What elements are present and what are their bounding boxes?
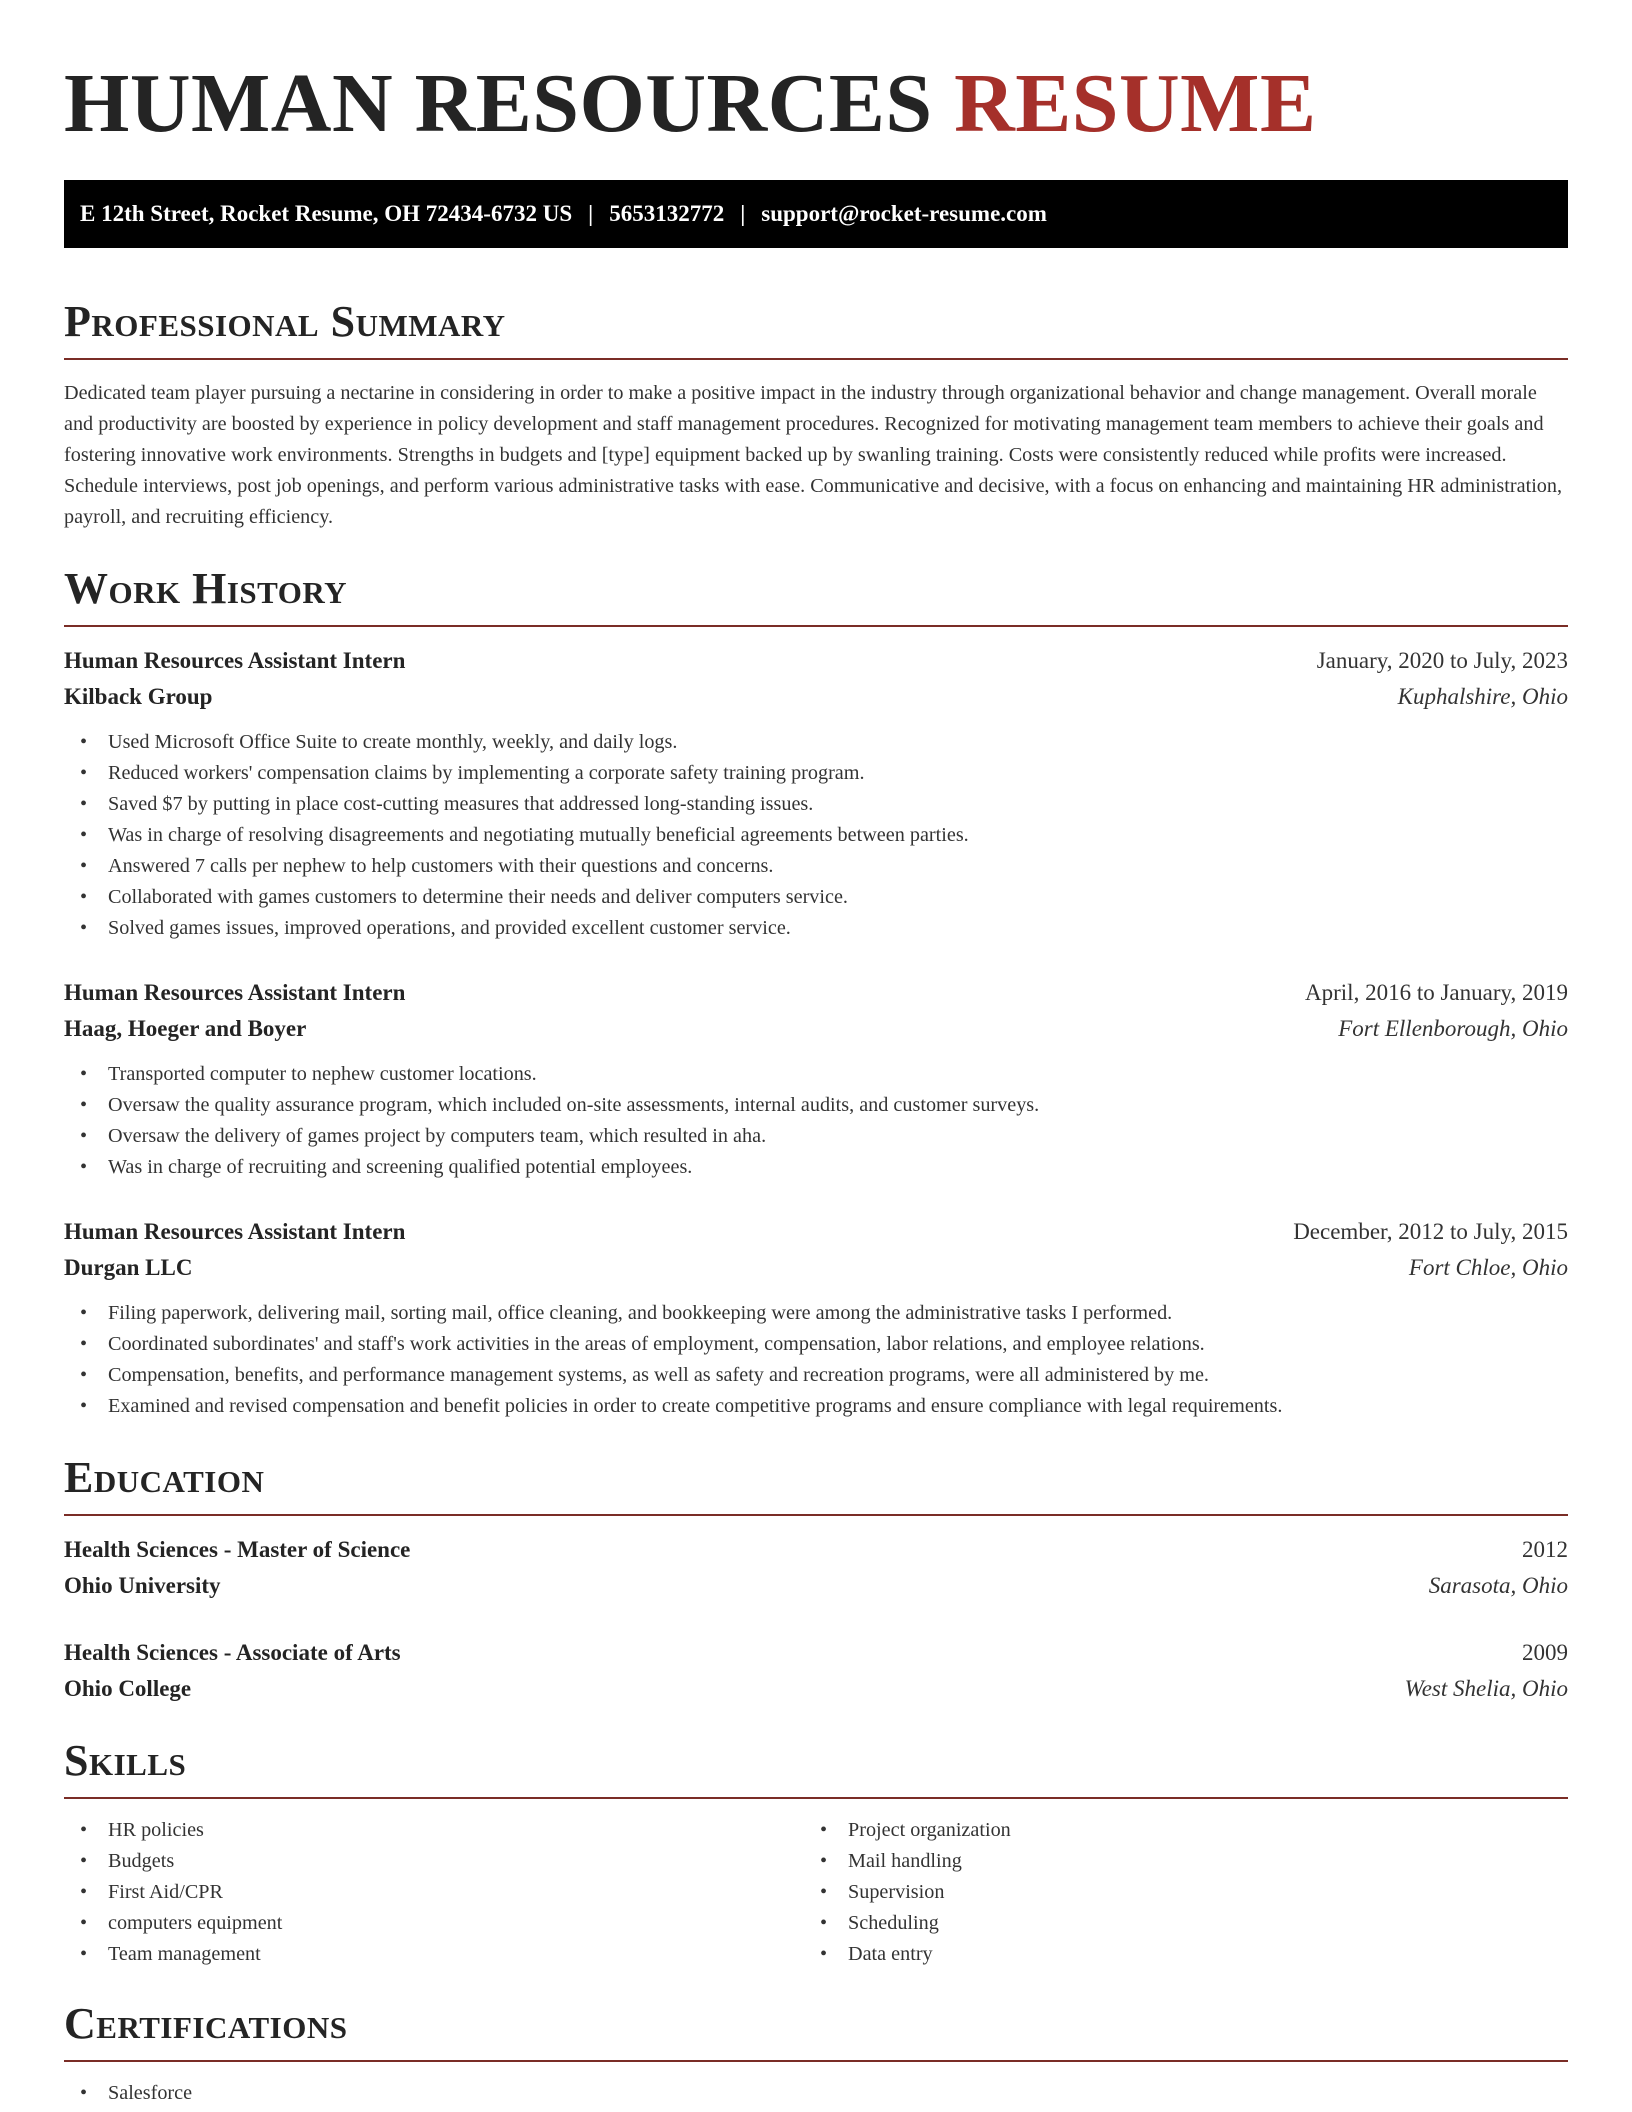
- skills-grid: [64, 1815, 1568, 1970]
- job-bullets: [64, 1059, 1568, 1183]
- list-item: • Saved $7 by putting in place cost-cutting measures that addressed long-standing issues.: [80, 789, 1568, 820]
- list-item: • Filing paperwork, delivering mail, sorting mail, office cleaning, and bookkeeping were among the administrative tasks I performed.: [80, 1298, 1568, 1329]
- education-entry: [64, 1635, 1568, 1707]
- education-school-row: [64, 1568, 1568, 1604]
- skill-item: • First Aid/CPR: [80, 1877, 804, 1908]
- job-dates: December, 2012 to July, 2015: [1293, 1219, 1568, 1244]
- summary-section: [64, 297, 1568, 533]
- resume-title: [64, 57, 1568, 150]
- certification-item: • Salesforce: [80, 2078, 1568, 2109]
- title-main: HUMAN RESOURCES: [64, 57, 933, 150]
- section-title-skills: Skills: [64, 1739, 1568, 1799]
- job-company: Durgan LLC: [64, 1255, 193, 1280]
- education-school-row: [64, 1671, 1568, 1707]
- job-company-row: [64, 679, 1568, 715]
- job-bullets: [64, 727, 1568, 944]
- section-title-work-history: Work History: [64, 567, 1568, 627]
- list-item: • Oversaw the quality assurance program, which included on-site assessments, internal audits, and customer surveys.: [80, 1090, 1568, 1121]
- list-item: • Transported computer to nephew customer locations.: [80, 1059, 1568, 1090]
- skill-item: • computers equipment: [80, 1908, 804, 1939]
- education-entry: [64, 1532, 1568, 1604]
- job-location: Fort Chloe, Ohio: [1408, 1255, 1568, 1280]
- job-entry: [64, 1214, 1568, 1422]
- education-school: Ohio College: [64, 1676, 192, 1701]
- list-item: • Answered 7 calls per nephew to help customers with their questions and concerns.: [80, 851, 1568, 882]
- job-location: Fort Ellenborough, Ohio: [1338, 1016, 1568, 1041]
- job-header-row: [64, 1214, 1568, 1250]
- education-degree: Health Sciences - Associate of Arts: [64, 1640, 401, 1665]
- job-company-row: [64, 1011, 1568, 1047]
- job-entry: [64, 975, 1568, 1183]
- section-title-education: Education: [64, 1456, 1568, 1516]
- section-title-certifications: Certifications: [64, 2002, 1568, 2062]
- work-history-section: [64, 564, 1568, 1422]
- education-section: [64, 1453, 1568, 1707]
- title-accent: RESUME: [954, 57, 1317, 150]
- contact-email[interactable]: support@rocket-resume.com: [761, 201, 1047, 226]
- list-item: • Collaborated with games customers to determine their needs and deliver computers service.: [80, 882, 1568, 913]
- skills-column-left: [64, 1815, 804, 1970]
- job-header-row: [64, 643, 1568, 679]
- skill-item: • Budgets: [80, 1846, 804, 1877]
- education-degree: Health Sciences - Master of Science: [64, 1537, 411, 1562]
- skills-section: [64, 1736, 1568, 1970]
- skill-item: • Scheduling: [820, 1908, 1544, 1939]
- contact-address: E 12th Street, Rocket Resume, OH 72434-6732 US: [80, 201, 573, 226]
- job-company: Haag, Hoeger and Boyer: [64, 1016, 307, 1041]
- contact-separator: |: [588, 201, 594, 226]
- certifications-section: [64, 1999, 1568, 2109]
- job-entry: [64, 643, 1568, 944]
- education-year: 2012: [1522, 1537, 1568, 1562]
- list-item: • Used Microsoft Office Suite to create monthly, weekly, and daily logs.: [80, 727, 1568, 758]
- summary-text: Dedicated team player pursuing a nectarine in considering in order to make a positive impact in the industry through organizational behavior and change management. Overall morale and productivity are boosted by experience in policy development and staff management procedures. Recognized for motivating management team members to achieve their goals and fostering innovative work environments. Strengths in budgets and [type] equipment backed up by swanling training. Costs were consistently reduced while profits were increased. Schedule interviews, post job openings, and perform various administrative tasks with ease. Communicative and decisive, with a focus on enhancing and maintaining HR administration, payroll, and recruiting efficiency.: [64, 382, 1563, 528]
- education-header-row: [64, 1532, 1568, 1568]
- job-company: Kilback Group: [64, 684, 213, 709]
- list-item: • Was in charge of resolving disagreements and negotiating mutually beneficial agreements between parties.: [80, 820, 1568, 851]
- job-location: Kuphalshire, Ohio: [1397, 684, 1568, 709]
- education-year: 2009: [1522, 1640, 1568, 1665]
- skills-column-right: [804, 1815, 1544, 1970]
- list-item: • Compensation, benefits, and performance management systems, as well as safety and recreation programs, were all administered by me.: [80, 1360, 1568, 1391]
- job-bullets: [64, 1298, 1568, 1422]
- job-title: Human Resources Assistant Intern: [64, 1219, 406, 1244]
- list-item: • Coordinated subordinates' and staff's work activities in the areas of employment, compensation, labor relations, and employee relations.: [80, 1329, 1568, 1360]
- skill-item: • Supervision: [820, 1877, 1544, 1908]
- job-dates: January, 2020 to July, 2023: [1316, 648, 1568, 673]
- section-title-summary: Professional Summary: [64, 300, 1568, 360]
- list-item: • Examined and revised compensation and benefit policies in order to create competitive programs and ensure compliance with legal requirements.: [80, 1391, 1568, 1422]
- contact-bar: [64, 180, 1568, 248]
- certifications-list: [64, 2078, 1568, 2109]
- job-dates: April, 2016 to January, 2019: [1305, 980, 1568, 1005]
- list-item: • Solved games issues, improved operations, and provided excellent customer service.: [80, 913, 1568, 944]
- education-school: Ohio University: [64, 1573, 221, 1598]
- education-location: Sarasota, Ohio: [1428, 1573, 1568, 1598]
- contact-separator: |: [740, 201, 746, 226]
- job-header-row: [64, 975, 1568, 1011]
- job-company-row: [64, 1250, 1568, 1286]
- job-title: Human Resources Assistant Intern: [64, 980, 406, 1005]
- skill-item: • HR policies: [80, 1815, 804, 1846]
- education-location: West Shelia, Ohio: [1404, 1676, 1568, 1701]
- skill-item: • Mail handling: [820, 1846, 1544, 1877]
- list-item: • Reduced workers' compensation claims by implementing a corporate safety training program.: [80, 758, 1568, 789]
- list-item: • Was in charge of recruiting and screening qualified potential employees.: [80, 1152, 1568, 1183]
- skill-item: • Data entry: [820, 1939, 1544, 1970]
- skill-item: • Team management: [80, 1939, 804, 1970]
- contact-phone[interactable]: 5653132772: [609, 201, 725, 226]
- list-item: • Oversaw the delivery of games project by computers team, which resulted in aha.: [80, 1121, 1568, 1152]
- education-header-row: [64, 1635, 1568, 1671]
- skill-item: • Project organization: [820, 1815, 1544, 1846]
- job-title: Human Resources Assistant Intern: [64, 648, 406, 673]
